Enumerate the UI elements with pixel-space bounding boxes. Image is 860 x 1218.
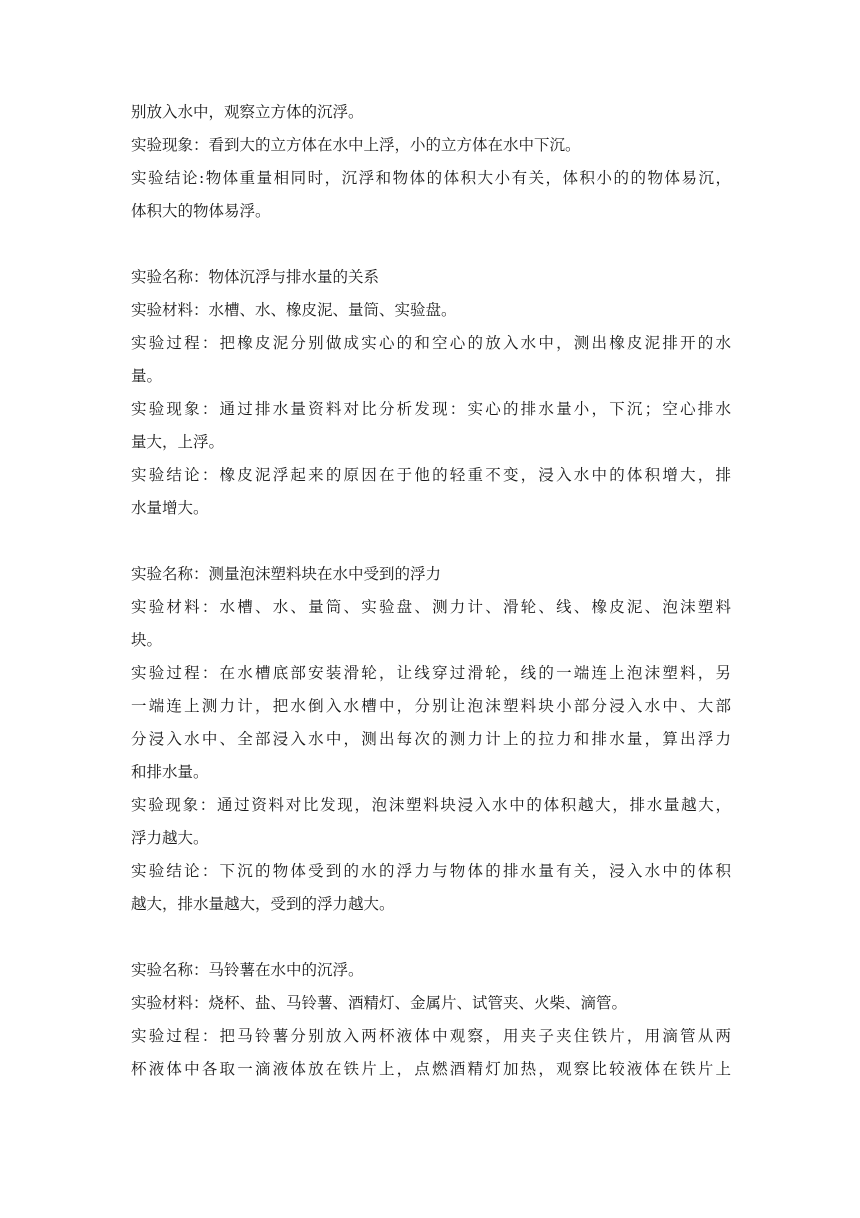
- text-line: 越大，排水量越大，受到的浮力越大。: [131, 895, 395, 913]
- paragraph-gap: [131, 228, 731, 261]
- text-line: 实验材料：烧杯、盐、马铃薯、酒精灯、金属片、试管夹、火柴、滴管。: [131, 994, 628, 1012]
- text-line: 一端连上测力计，把水倒入水槽中，分别让泡沫塑料块小部分浸入水中、大部: [131, 697, 731, 715]
- text-line: 分浸入水中、全部浸入水中，测出每次的测力计上的拉力和排水量，算出浮力: [131, 730, 731, 748]
- text-line: 浮力越大。: [131, 829, 209, 847]
- text-line: 实验过程：把马铃薯分别放入两杯液体中观察，用夹子夹住铁片，用滴管从两: [131, 1027, 731, 1045]
- text-line: 别放入水中，观察立方体的沉浮。: [131, 103, 364, 121]
- text-line: 实验现象：通过资料对比发现，泡沫塑料块浸入水中的体积越大，排水量越大，: [131, 796, 731, 814]
- text-line: 量。: [131, 367, 163, 385]
- text-line: 水量增大。: [131, 499, 209, 517]
- text-line: 实验结论:物体重量相同时，沉浮和物体的体积大小有关，体积小的的物体易沉，: [131, 169, 731, 187]
- experiment-title: 实验名称：物体沉浮与排水量的关系: [131, 268, 380, 286]
- document-body: [131, 96, 731, 1086]
- text-line: 体积大的物体易浮。: [131, 202, 271, 220]
- text-line: 实验过程：在水槽底部安装滑轮，让线穿过滑轮，线的一端连上泡沫塑料，另: [131, 664, 731, 682]
- text-line: 块。: [131, 631, 163, 649]
- text-line: 实验结论：橡皮泥浮起来的原因在于他的轻重不变，浸入水中的体积增大，排: [131, 466, 731, 484]
- text-line: 实验结论：下沉的物体受到的水的浮力与物体的排水量有关，浸入水中的体积: [131, 862, 731, 880]
- text-line: 实验现象：通过排水量资料对比分析发现：实心的排水量小，下沉；空心排水: [131, 400, 731, 418]
- paragraph-gap: [131, 921, 731, 954]
- text-line: 实验现象：看到大的立方体在水中上浮，小的立方体在水中下沉。: [131, 136, 581, 154]
- text-line: 实验材料：水槽、水、量筒、实验盘、测力计、滑轮、线、橡皮泥、泡沫塑料: [131, 598, 731, 616]
- paragraph-gap: [131, 525, 731, 558]
- text-line: 杯液体中各取一滴液体放在铁片上，点燃酒精灯加热，观察比较液体在铁片上: [131, 1060, 731, 1078]
- experiment-title: 实验名称：测量泡沫塑料块在水中受到的浮力: [131, 565, 442, 583]
- experiment-title: 实验名称：马铃薯在水中的沉浮。: [131, 961, 364, 979]
- text-line: 和排水量。: [131, 763, 209, 781]
- text-line: 实验过程：把橡皮泥分别做成实心的和空心的放入水中，测出橡皮泥排开的水: [131, 334, 731, 352]
- text-line: 实验材料：水槽、水、橡皮泥、量筒、实验盘。: [131, 301, 457, 319]
- text-line: 量大，上浮。: [131, 433, 225, 451]
